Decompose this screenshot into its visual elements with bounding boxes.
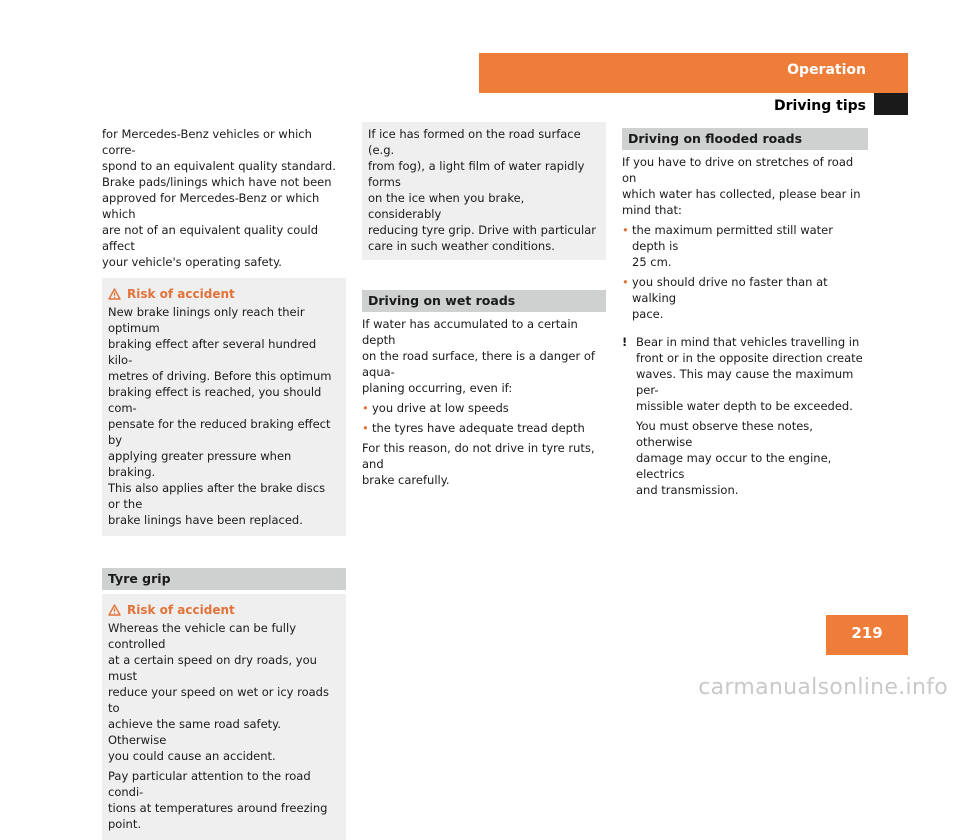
note-text: You must observe these notes, otherwise damage may occur to the engine, electrics and transmission. bbox=[636, 419, 832, 497]
warning-triangle-icon bbox=[108, 604, 121, 616]
watermark: carmanualsonline.info bbox=[698, 675, 948, 700]
bullet-icon: • bbox=[622, 223, 629, 237]
bullet-icon: • bbox=[622, 275, 629, 289]
note-block bbox=[622, 334, 868, 498]
header-tab-marker bbox=[874, 93, 908, 115]
wet-outro: For this reason, do not drive in tyre ruts, and brake carefully. bbox=[362, 441, 595, 487]
warning-triangle-icon bbox=[108, 288, 121, 300]
bullet-icon: • bbox=[362, 401, 369, 415]
list-item: • the maximum permitted still water depth is 25 cm. bbox=[622, 223, 833, 269]
list-item: • you drive at low speeds bbox=[362, 401, 509, 415]
warning-text: Whereas the vehicle can be fully controlled at a certain speed on dry roads, you must reduce your speed on wet or icy roads to achieve the same road safety. Otherwise you could cause an accident. bbox=[108, 621, 329, 763]
section-title: Operation bbox=[787, 62, 866, 78]
heading-tyre-grip: Tyre grip bbox=[102, 568, 346, 590]
flood-intro: If you have to drive on stretches of road on which water has collected, please bear in mind that: bbox=[622, 155, 861, 217]
column-2 bbox=[362, 126, 606, 488]
page-number-box bbox=[826, 615, 908, 655]
heading-wet-roads: Driving on wet roads bbox=[362, 290, 606, 312]
note-text: Bear in mind that vehicles travelling in front or in the opposite direction create waves. This may cause the maximum per- missible water depth to be exceeded. bbox=[636, 335, 863, 413]
page-number: 219 bbox=[851, 624, 883, 642]
ice-paragraph: If ice has formed on the road surface (e.g. from fog), a light film of water rapidly forms on the ice when you brake, considerably reducing tyre grip. Drive with particular care in such weather conditions. bbox=[368, 127, 596, 253]
column-3 bbox=[622, 126, 868, 498]
warning-text: Pay particular attention to the road condi- tions at temperatures around freezing point. bbox=[108, 769, 328, 831]
list-item: • you should drive no faster than at walking pace. bbox=[622, 275, 828, 321]
warning-text: New brake linings only reach their optimum braking effect after several hundred kilo- metres of driving. Before this optimum braking effect is reached, you should com- pensate for the reduced braking effect by applying greater pressure when braking. This also applies after the brake discs or the brake linings have been replaced. bbox=[108, 305, 332, 527]
heading-flooded-roads: Driving on flooded roads bbox=[622, 128, 868, 150]
wet-intro: If water has accumulated to a certain depth on the road surface, there is a danger of aqua- planing occurring, even if: bbox=[362, 317, 595, 395]
warning-title: Risk of accident bbox=[108, 602, 340, 618]
note-icon: ! bbox=[622, 335, 628, 349]
subsection-title: Driving tips bbox=[774, 98, 866, 114]
list-item: • the tyres have adequate tread depth bbox=[362, 421, 585, 435]
warning-title: Risk of accident bbox=[108, 286, 340, 302]
bullet-icon: • bbox=[362, 421, 369, 435]
warning-box-tyres bbox=[102, 594, 346, 840]
warning-box-brakes bbox=[102, 278, 346, 536]
column-1 bbox=[102, 126, 346, 840]
ice-box bbox=[362, 122, 606, 260]
intro-paragraph: for Mercedes-Benz vehicles or which corre- spond to an equivalent quality standard. Brake pads/linings which have not been approved for Mercedes-Benz or which which are not of an equivalent quality could affect your vehicle's operating safety. bbox=[102, 127, 336, 269]
